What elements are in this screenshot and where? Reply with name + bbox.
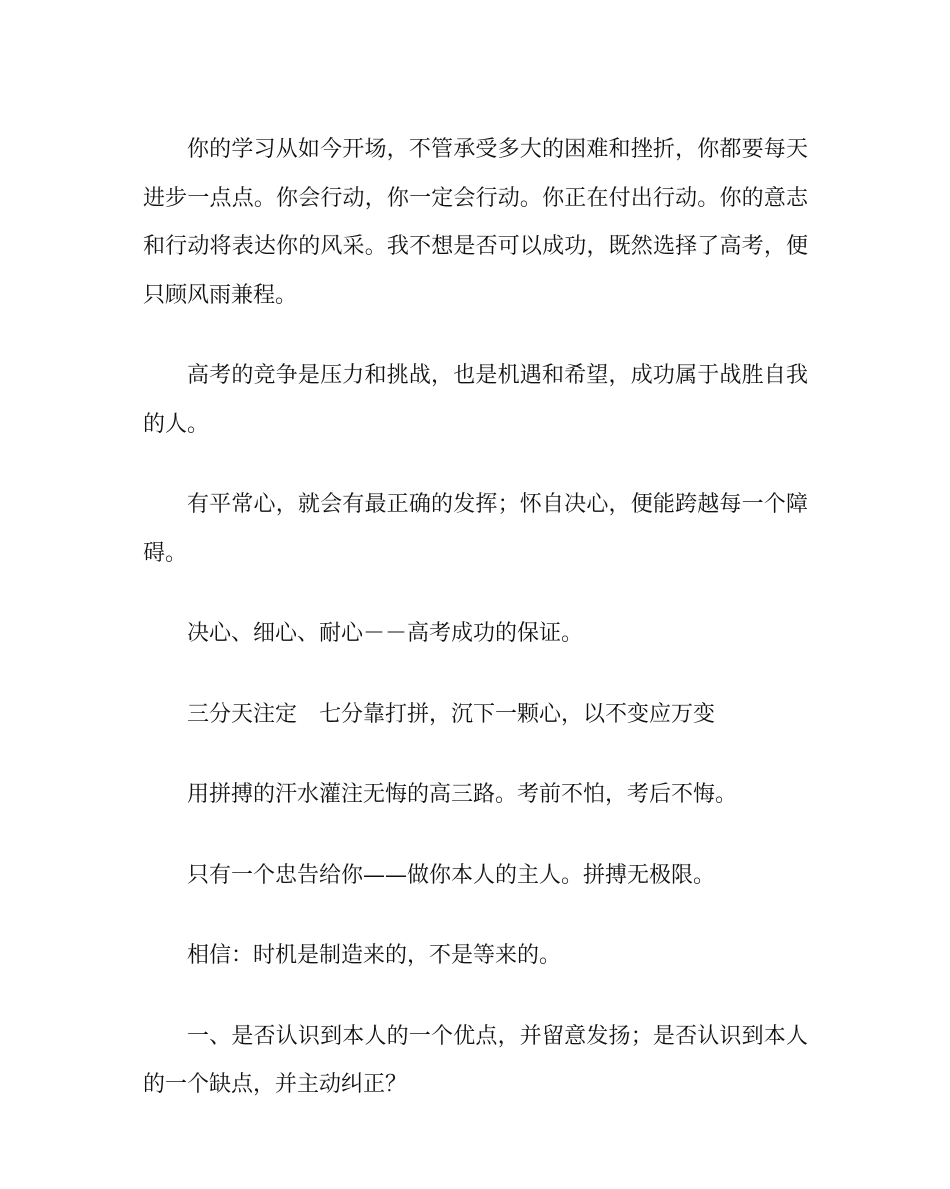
paragraph-6: 用拼搏的汗水灌注无悔的高三路。考前不怕，考后不悔。: [187, 782, 738, 807]
paragraph-9: 一、是否认识到本人的一个优点，并留意发扬；是否认识到本人的一个缺点，并主动纠正？: [143, 1023, 808, 1097]
paragraph-8: 相信：时机是制造来的，不是等来的。: [187, 943, 562, 968]
document-body: [143, 126, 808, 1142]
paragraph-1: 你的学习从如今开场，不管承受多大的困难和挫折，你都要每天进步一点点。你会行动，你一定会行动。你正在付出行动。你的意志和行动将表达你的风采。我不想是否可以成功，既然选择了高考，便只顾风雨兼程。: [143, 137, 808, 308]
paragraph-3: 有平常心，就会有最正确的发挥；怀自决心，便能跨越每一个障碍。: [143, 492, 808, 566]
paragraph-7: 只有一个忠告给你——做你本人的主人。拼搏无极限。: [187, 862, 716, 888]
paragraph-4: 决心、细心、耐心－－高考成功的保证。: [187, 621, 584, 646]
paragraph-2: 高考的竞争是压力和挑战，也是机遇和希望，成功属于战胜自我的人。: [143, 363, 808, 437]
paragraph-5: 三分天注定 七分靠打拼，沉下一颗心，以不变应万变: [187, 701, 716, 727]
